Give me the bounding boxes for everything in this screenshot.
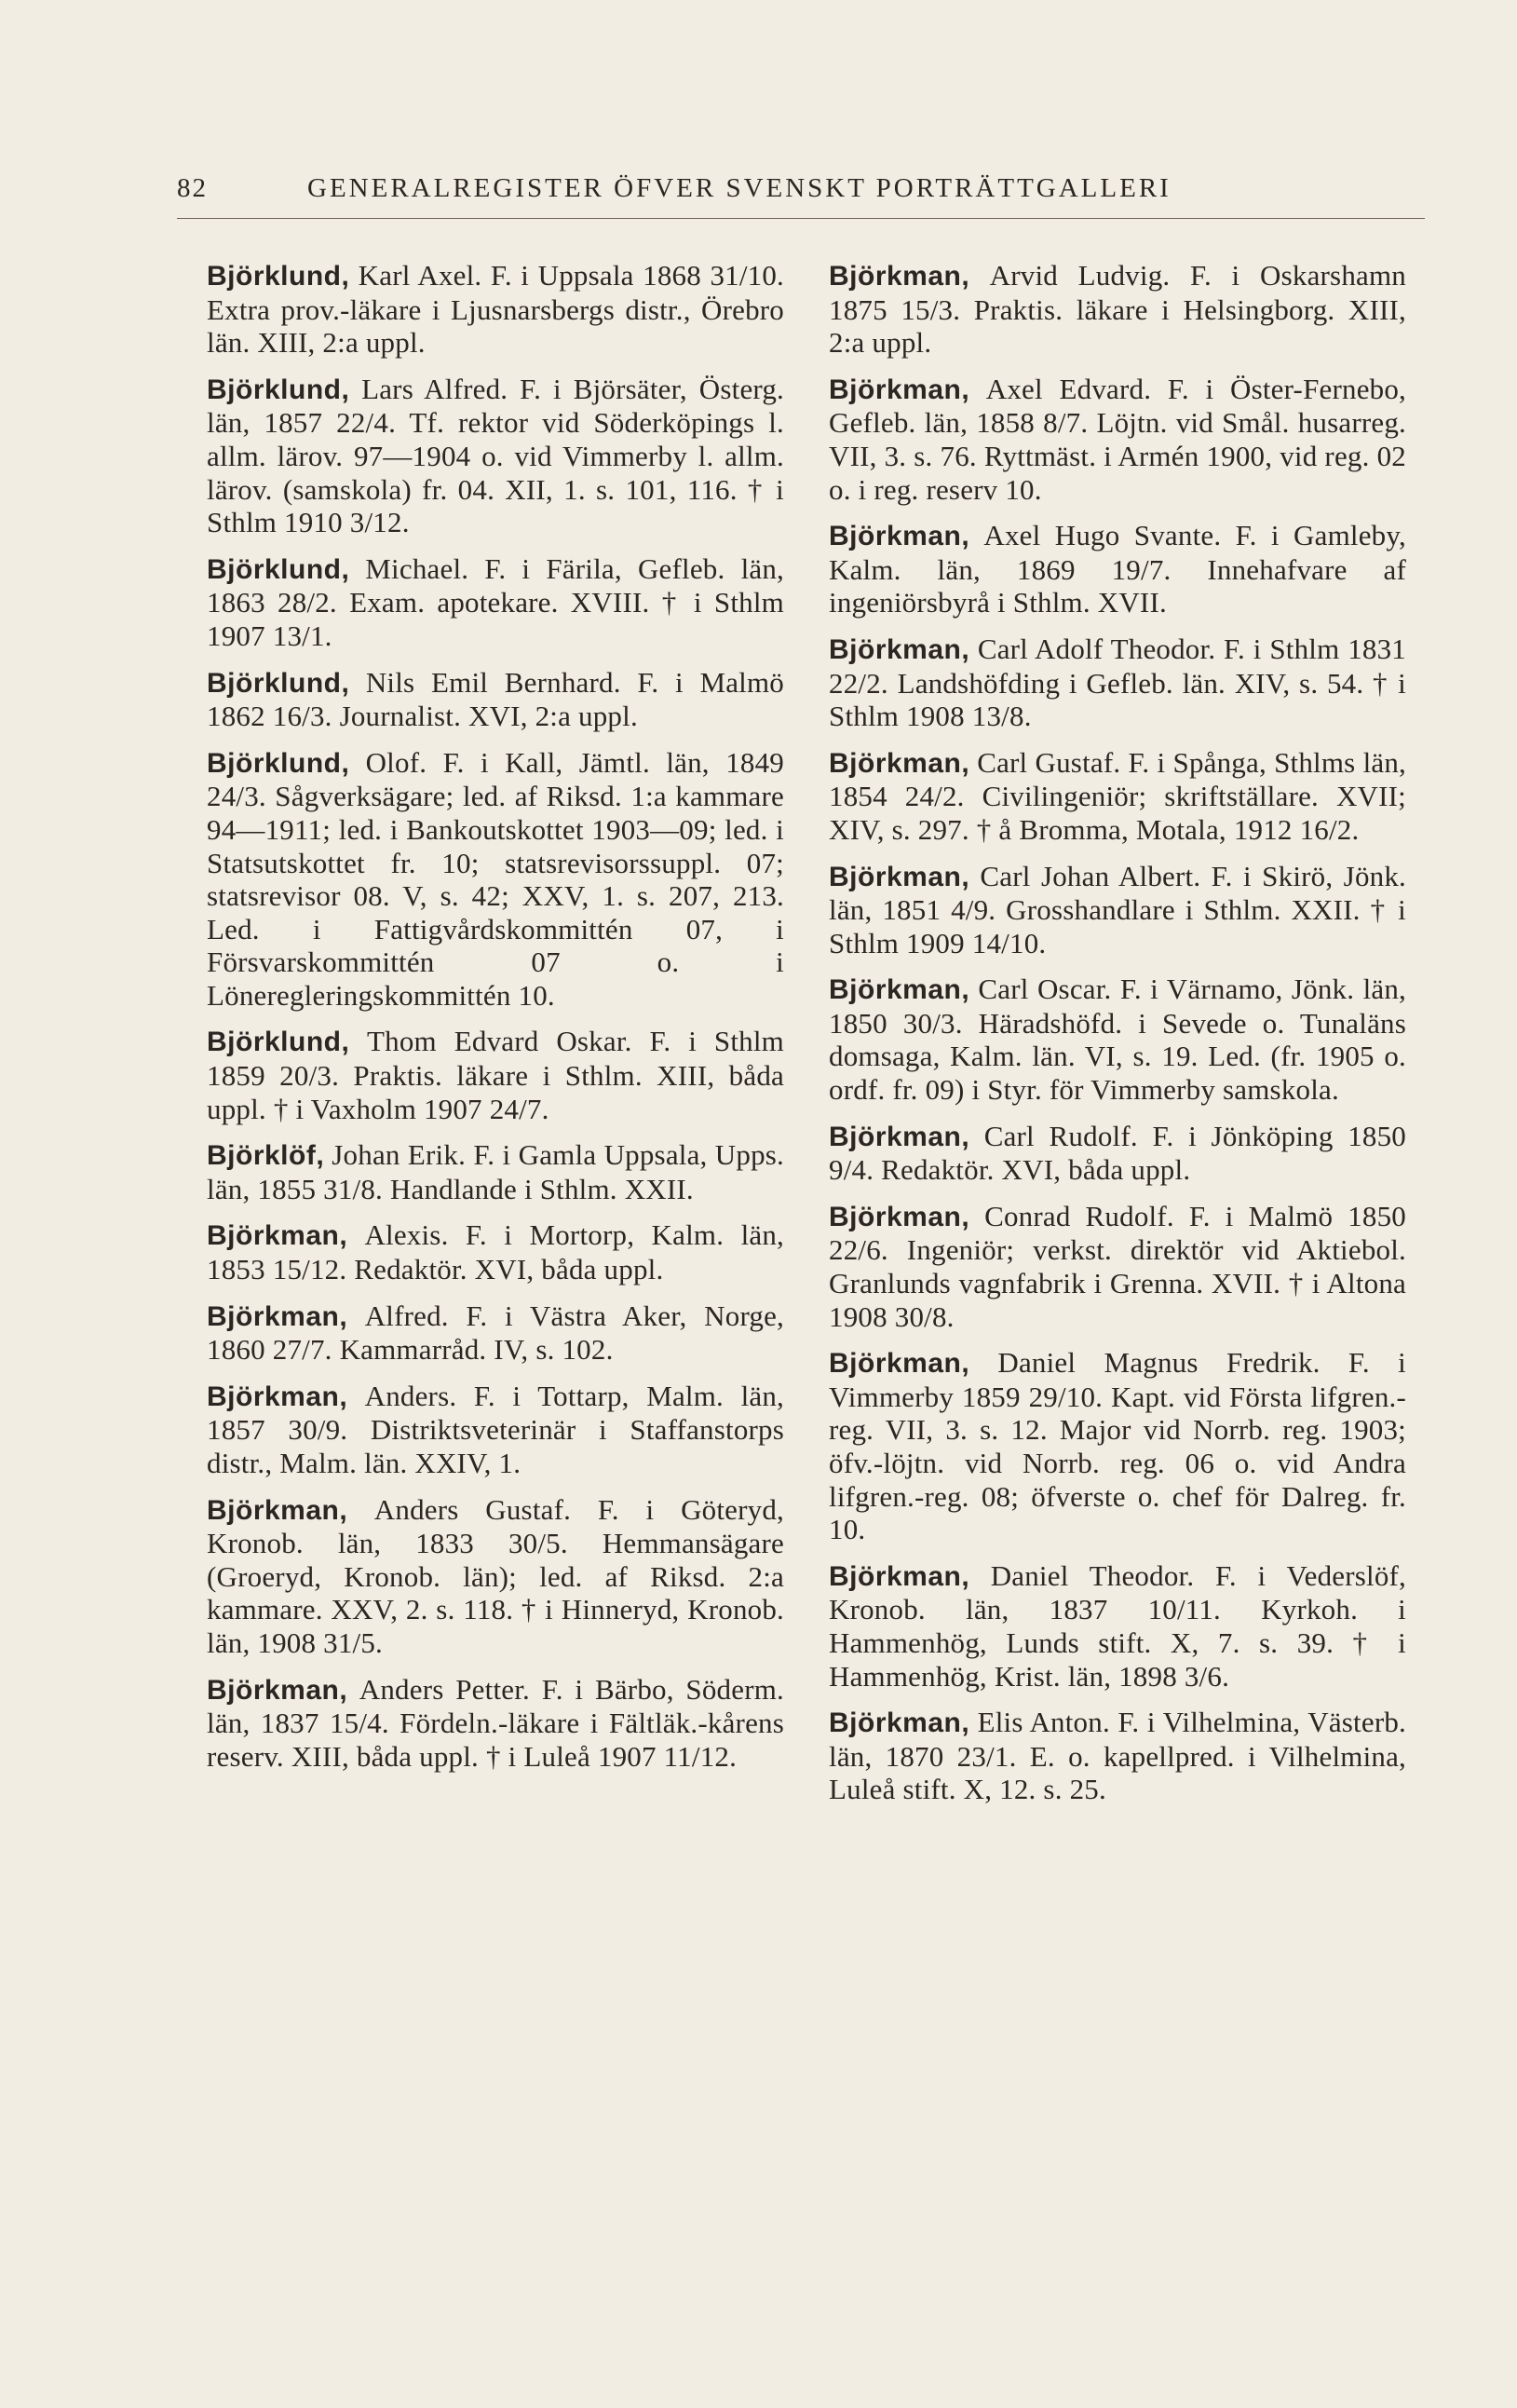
entry-text: Alexis. F. i Mortorp, Kalm. län, 1853 15/12. Redaktör. XVI, båda uppl. (207, 1218, 785, 1286)
entry-surname: Björkman, (829, 1121, 970, 1152)
entry-text: Nils Emil Bernhard. F. i Malmö 1862 16/3. Journalist. XVI, 2:a uppl. (207, 665, 785, 733)
entry-surname: Björkman, (829, 861, 970, 892)
entry-surname: Björkman, (829, 974, 970, 1006)
entry-surname: Björklund, (207, 747, 350, 779)
register-entry (829, 860, 1406, 960)
entry-text: Lars Alfred. F. i Björsäter, Österg. län, 1857 22/4. Tf. rektor vid Söderköpings l. allm. lärov. 97—1904 o. vid Vimmerby l. allm. lärov. (samskola) fr. 04. XII, 1. s. 101, 116. † i Sthlm 1910 3/12. (207, 372, 785, 539)
register-entry (207, 1380, 784, 1480)
right-column (829, 259, 1406, 1819)
entry-text: Axel Hugo Svante. F. i Gamleby, Kalm. län, 1869 19/7. Innehafvare af ingeniörsbyrå i Sthlm. XVII. (829, 519, 1406, 619)
entry-text: Thom Edvard Oskar. F. i Sthlm 1859 20/3. Praktis. läkare i Sthlm. XIII, båda uppl. † i Vaxholm 1907 24/7. (207, 1025, 784, 1125)
entry-surname: Björklund, (207, 1027, 350, 1058)
entry-text: Karl Axel. F. i Uppsala 1868 31/10. Extra prov.-läkare i Ljusnarsbergs distr., Örebro län. XIII, 2:a uppl. (207, 259, 785, 360)
register-entry (207, 1493, 784, 1660)
entry-text: Elis Anton. F. i Vilhelmina, Västerb. län, 1870 23/1. E. o. kapellpred. i Vilhelmina, Luleå stift. X, 12. s. 25. (829, 1706, 1407, 1806)
register-entry (829, 1706, 1406, 1806)
entry-text: Johan Erik. F. i Gamla Uppsala, Upps. län, 1855 31/8. Handlande i Sthlm. XXII. (207, 1138, 785, 1205)
register-entry (207, 666, 784, 733)
register-entry (207, 1025, 784, 1125)
entry-surname: Björkman, (829, 374, 970, 405)
entry-surname: Björklund, (207, 553, 350, 585)
entry-text: Axel Edvard. F. i Öster-Fernebo, Gefleb. län, 1858 8/7. Löjtn. vid Smål. husarreg. VII, 3. s. 76. Ryttmäst. i Armén 1900, vid reg. 02 o. i reg. reserv 10. (829, 372, 1407, 506)
register-entry (829, 746, 1406, 847)
entry-text: Anders. F. i Tottarp, Malm. län, 1857 30/9. Distriktsveterinär i Staffanstorps distr., Malm. län. XXIV, 1. (207, 1379, 785, 1479)
register-entry (207, 746, 784, 1013)
entry-surname: Björkman, (829, 1560, 970, 1592)
register-entry (829, 1120, 1406, 1187)
entry-text: Anders Petter. F. i Bärbo, Söderm. län, 1837 15/4. Fördeln.-läkare i Fältläk.-kårens reserv. XIII, båda uppl. † i Luleå 1907 11/12. (207, 1672, 784, 1773)
header-rule (177, 218, 1425, 219)
entry-surname: Björkman, (207, 1494, 348, 1526)
entry-surname: Björkman, (207, 1674, 348, 1706)
entry-text: Olof. F. i Kall, Jämtl. län, 1849 24/3. Sågverksägare; led. af Riksd. 1:a kammare 94—1911; led. i Bankoutskottet 1903—09; led. i Statsutskottet fr. 10; statsrevisorssuppl. 07; statsrevisor 08. V, s. 42; XXV, 1. s. 207, 213. Led. i Fattigvårdskommittén 07, i Försvarskommittén 07 o. i Löneregleringskommittén 10. (207, 745, 785, 1012)
register-entry (829, 519, 1406, 619)
register-entry (207, 552, 784, 653)
entry-surname: Björklund, (207, 261, 350, 292)
entry-text: Michael. F. i Färila, Gefleb. län, 1863 28/2. Exam. apotekare. XVIII. † i Sthlm 1907 13/1. (207, 551, 785, 652)
entry-surname: Björkman, (829, 1348, 970, 1380)
entry-surname: Björkman, (829, 261, 970, 292)
running-title: GENERALREGISTER ÖFVER SVENSKT PORTRÄTTGALLERI (307, 173, 1172, 203)
entry-text: Daniel Magnus Fredrik. F. i Vimmerby 1859 29/10. Kapt. vid Första lifgren.-reg. VII, 3. s. 12. Major vid Norrb. reg. 1903; öfv.-löjtn. vid Norrb. reg. 06 o. vid Andra lifgren.-reg. 08; öfverste o. chef för Dalreg. fr. 10. (829, 1346, 1406, 1546)
entry-text: Carl Adolf Theodor. F. i Sthlm 1831 22/2. Landshöfding i Gefleb. län. XIV, s. 54. † i Sthlm 1908 13/8. (829, 632, 1407, 733)
entry-surname: Björkman, (207, 1220, 348, 1252)
register-entry (207, 259, 784, 360)
register-entry (829, 259, 1406, 360)
register-entry (829, 1346, 1406, 1546)
register-entry (829, 973, 1406, 1106)
entry-text: Carl Oscar. F. i Värnamo, Jönk. län, 1850 30/3. Häradshöfd. i Sevede o. Tunaläns domsaga, Kalm. län. VI, s. 19. Led. (fr. 1905 o. ordf. fr. 09) i Styr. för Vimmerby samskola. (829, 973, 1406, 1107)
register-entry (207, 1299, 784, 1367)
entry-text: Daniel Theodor. F. i Vederslöf, Kronob. län, 1837 10/11. Kyrkoh. i Hammenhög, Lunds stift. X, 7. s. 39. † i Hammenhög, Krist. län, 1898 3/6. (829, 1558, 1406, 1693)
entry-surname: Björkman, (207, 1381, 348, 1412)
entry-text: Carl Gustaf. F. i Spånga, Sthlms län, 1854 24/2. Civilingeniör; skriftställare. XVII; XIV, s. 297. † å Bromma, Motala, 1912 16/2. (829, 745, 1406, 846)
page-number: 82 (177, 173, 208, 203)
register-entry (829, 633, 1406, 733)
entry-text: Conrad Rudolf. F. i Malmö 1850 22/6. Ingeniör; verkst. direktör vid Aktiebol. Granlunds vagnfabrik i Grenna. XVII. † i Altona 1908 30/8. (829, 1199, 1407, 1333)
entry-surname: Björkman, (207, 1300, 348, 1332)
entry-surname: Björklund, (207, 667, 350, 699)
register-entry (207, 373, 784, 539)
entry-surname: Björklöf, (207, 1140, 325, 1172)
entry-text: Alfred. F. i Västra Aker, Norge, 1860 27/7. Kammarråd. IV, s. 102. (207, 1299, 785, 1367)
entry-surname: Björkman, (829, 521, 970, 552)
register-entry (829, 1200, 1406, 1333)
entry-surname: Björkman, (829, 747, 970, 779)
entry-surname: Björklund, (207, 374, 350, 405)
register-entry (207, 1138, 784, 1205)
entry-surname: Björkman, (829, 633, 970, 665)
entry-text: Carl Johan Albert. F. i Skirö, Jönk. län, 1851 4/9. Grosshandlare i Sthlm. XXII. † i Sthlm 1909 14/10. (829, 859, 1406, 959)
entry-surname: Björkman, (829, 1707, 970, 1739)
entry-text: Anders Gustaf. F. i Göteryd, Kronob. län, 1833 30/5. Hemmansägare (Groeryd, Kronob. län); led. af Riksd. 2:a kammare. XXV, 2. s. 118. † i Hinneryd, Kronob. län, 1908 31/5. (207, 1492, 785, 1659)
register-entry (207, 1673, 784, 1774)
left-column (207, 259, 784, 1786)
page-header (177, 173, 1305, 211)
entry-surname: Björkman, (829, 1201, 970, 1232)
register-entry (207, 1218, 784, 1286)
entry-text: Carl Rudolf. F. i Jönköping 1850 9/4. Redaktör. XVI, båda uppl. (829, 1119, 1407, 1187)
register-entry (829, 1559, 1406, 1693)
entry-text: Arvid Ludvig. F. i Oskarshamn 1875 15/3. Praktis. läkare i Helsingborg. XIII, 2:a uppl. (829, 259, 1406, 360)
register-entry (829, 373, 1406, 506)
